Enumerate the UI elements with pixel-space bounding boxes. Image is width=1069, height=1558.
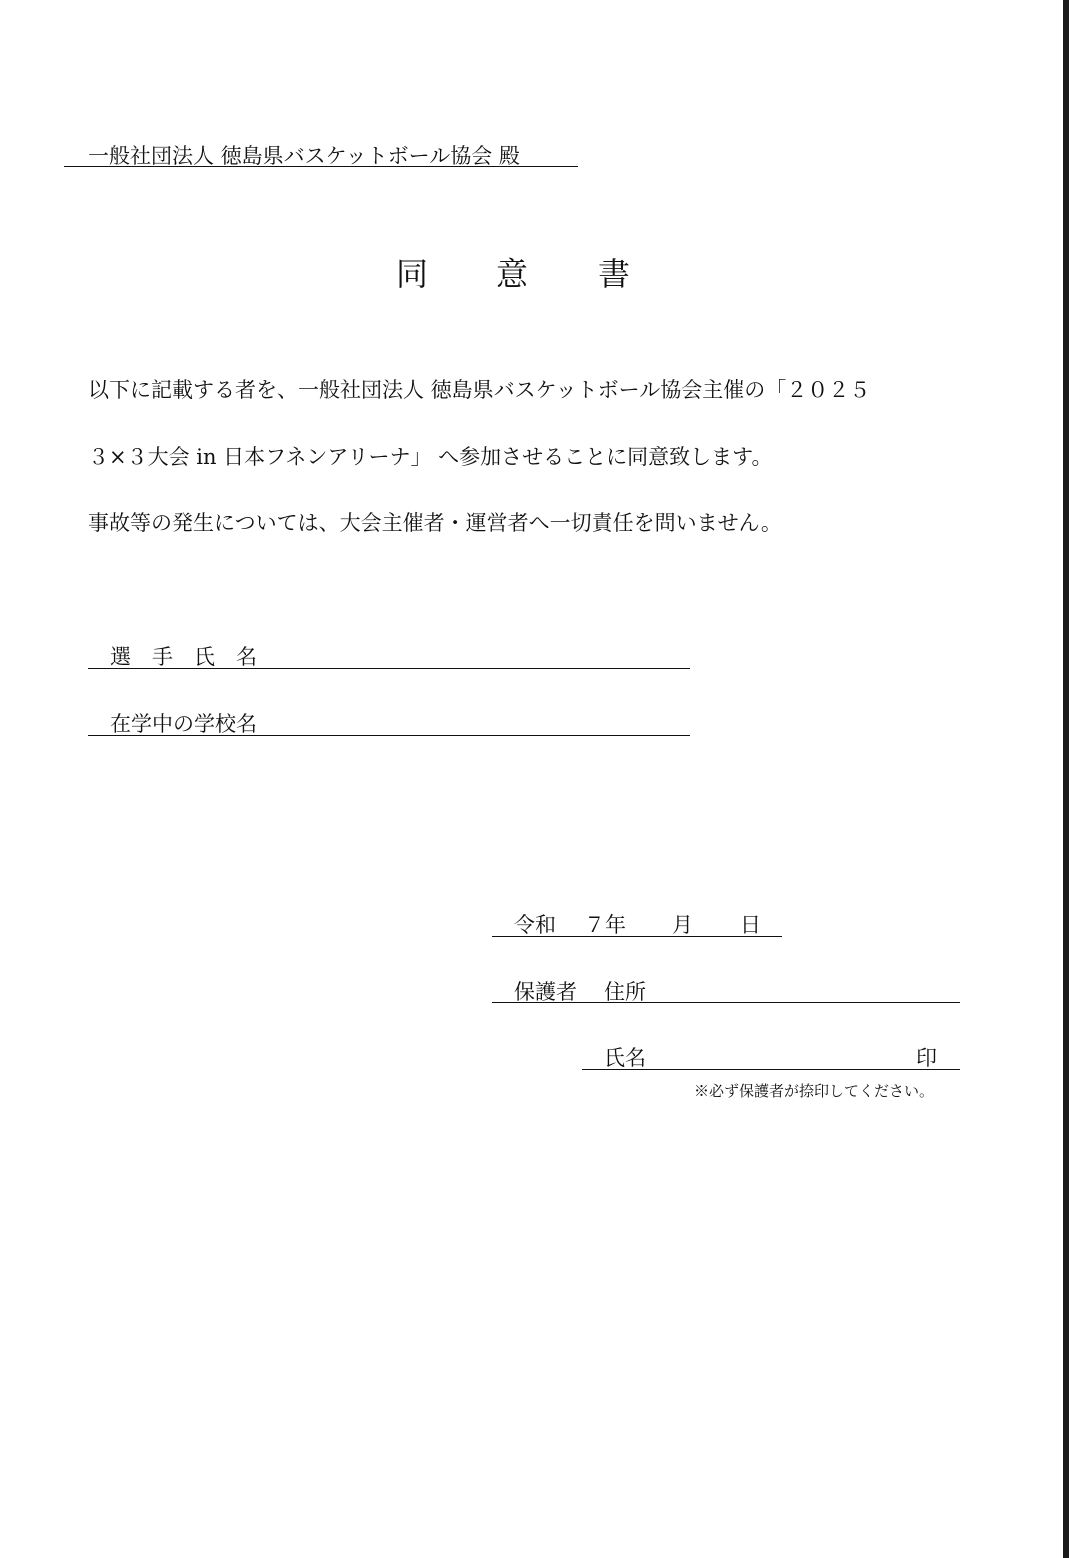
addressee-underline (64, 166, 578, 167)
date-day: 日 (740, 913, 761, 937)
date-month: 月 (672, 913, 693, 937)
body-line-1: 以下に記載する者を、一般社団法人 徳島県バスケットボール協会主催の「２０２５ (88, 378, 871, 402)
body-line-2: ３×３大会 in 日本フネンアリーナ」 へ参加させることに同意致します。 (88, 445, 773, 469)
body-line-3: 事故等の発生については、大会主催者・運営者へ一切責任を問いません。 (88, 511, 782, 535)
player-name-field[interactable] (88, 668, 690, 669)
guardian-label: 保護者 (514, 980, 577, 1004)
title-char-3: 書 (598, 255, 631, 293)
date-field[interactable] (492, 936, 782, 937)
guardian-name-field[interactable] (582, 1069, 960, 1070)
date-era: 令和 (514, 913, 556, 937)
school-name-label: 在学中の学校名 (110, 712, 257, 736)
guardian-address-field[interactable] (492, 1002, 960, 1003)
date-year: ７年 (584, 913, 626, 937)
page-edge-bar (1063, 0, 1069, 1558)
guardian-address-label: 住所 (604, 980, 646, 1004)
seal-mark: 印 (916, 1046, 937, 1070)
addressee: 一般社団法人 徳島県バスケットボール協会 殿 (88, 144, 520, 168)
guardian-name-label: 氏名 (604, 1046, 646, 1070)
school-name-field[interactable] (88, 735, 690, 736)
title-char-1: 同 (396, 255, 429, 293)
seal-note: ※必ず保護者が捺印してください。 (694, 1082, 935, 1100)
player-name-label: 選 手 氏 名 (110, 645, 257, 669)
title-char-2: 意 (496, 255, 529, 293)
